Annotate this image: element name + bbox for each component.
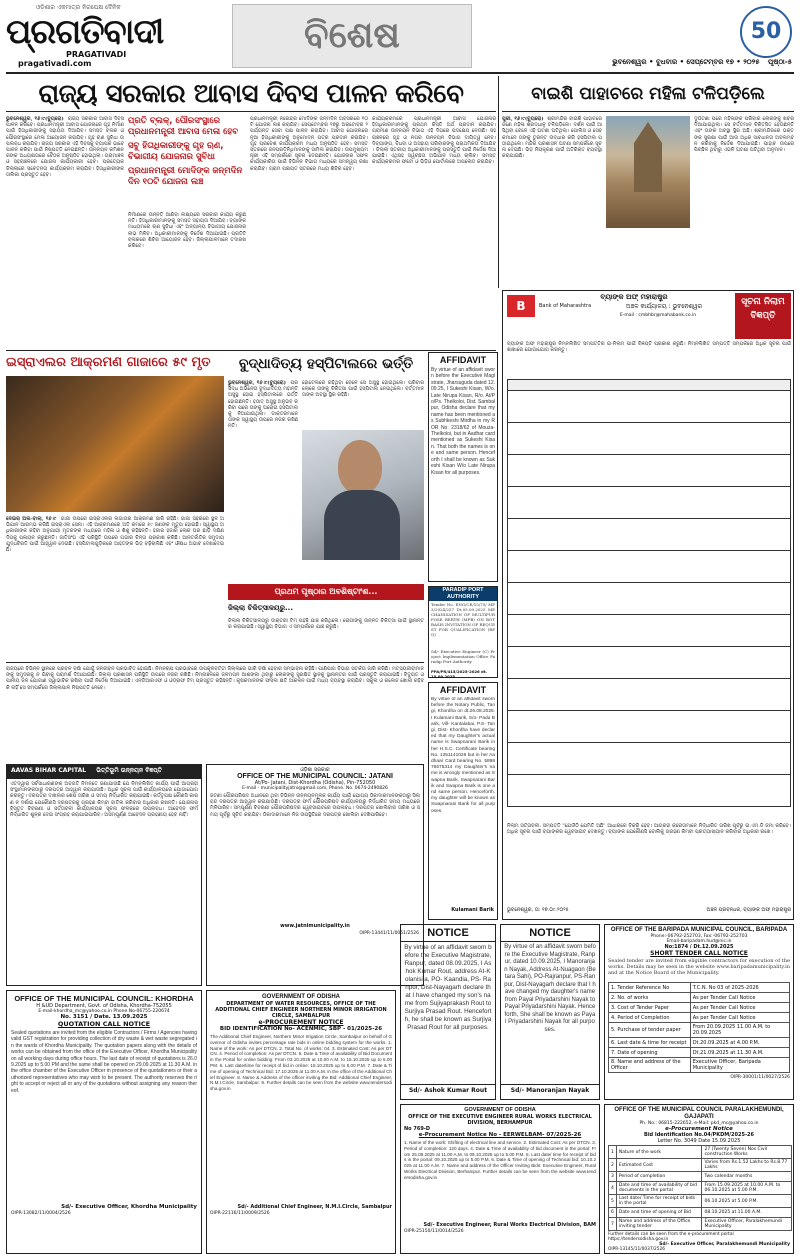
baripada-oipr: OIPR-30001/11/0027/2526 xyxy=(730,1075,790,1080)
khordha-signature: Sd/- Executive Officer, Khordha Municipality xyxy=(61,1204,197,1210)
notice-2-title: NOTICE xyxy=(501,925,599,942)
lead-headline: ରାଜ୍ୟ ସରକାର ଆବାସ ଦିବସ ପାଳନ କରିବେ xyxy=(38,79,464,109)
khordha-oipr: OIPR-13082/11/0004/2526 xyxy=(11,1211,71,1216)
lead-dateline: ଭୁବନେଶ୍ୱର, ୧୬।୯(ବ୍ୟୁରୋ) xyxy=(6,116,64,122)
port-signature: Sd/- Executive Engineer (C) Project Implementation Office Paradip Port Authority xyxy=(431,649,495,664)
date-line: ଭୁବନେଶ୍ୱର • ବୁଧବାର • ସେପ୍ଟେମ୍ବର ୧୭ • ୨୦୨୫ ପୃଷ୍ଠା-୫ xyxy=(612,58,792,66)
rural-notice: GOVERNMENT OF ODISHA OFFICE OF THE EXECUTIVE ENGINEER RURAL WORKS ELECTRICAL DIVISION, BERHAMPUR No 769-D e-Procurement Notice No - EERWELBAM- 07/2025-26 1. Name of the work: Shifting of electrical line and service. 2. Estimated Cost: As per DTCN. 3. Period of completion: 120 days. 4. Date & Time of availability of bid document in the portal: From 25.09.2025 at 11.00 A.M. to 09.10.2025 up to 5.00 P.M. 5. Last date/ time for receipt of bids in the portal: 09.10.2025 up to 5.00 P.M. 6. Date & Time of opening of Technical bid: 10.10.2025 at 11.00 A.M. 7. Name and address of the Officer Inviting Bids: Executive Engineer, Rural Works Electrical Division, Berhampur. Further details can be seen from the website www.tendersodisha.gov.in Sd/- Executive Engineer, Rural Works Electrical Division, BAM OIPR-25150/11/0014/2526 xyxy=(400,1104,600,1254)
mid-story: ରାଜ୍ୟରେ ବିଭିନ୍ନ ସ୍ଥାନରେ ପ୍ରବଳ ବର୍ଷା ଯୋଗୁଁ ଜନଜୀବନ ପ୍ରଭାବିତ ହୋଇଛି। ନିମ୍ନଚାପ ପ୍ରଭାବରେ ଉପକୂଳବର୍ତ୍ତୀ ଜିଲ୍ଲାରେ ଭାରି ବର୍ଷା ହେବାର ସମ୍ଭାବନା ରହିଛି। ପାଣିପାଗ ବିଭାଗ ସତର୍କତା ଜାରି କରିଛି। ମତ୍ସ୍ୟଜୀବୀମାନଙ୍କୁ ସମୁଦ୍ରକୁ ନ ଯିବାକୁ ପରାମର୍ଶ ଦିଆଯାଇଛି। ଜିଲ୍ଲା ପ୍ରଶାସନ ପରିସ୍ଥିତି ଉପରେ ନଜର ରଖିଛି। ନିମ୍ନାଞ୍ଚଳରେ ଜଳମଗ୍ନ ଆଶଙ୍କା ଥିବାରୁ ଲୋକଙ୍କୁ ସୁରକ୍ଷିତ ସ୍ଥାନକୁ ସ୍ଥାନାନ୍ତର ପାଇଁ ପ୍ରସ୍ତୁତି କରାଯାଇଛି। ବିଦ୍ୟୁତ ଓ ପାନୀୟ ଜଳ ଯୋଗାଣ ସ୍ୱାଭାବିକ ରଖିବା ପାଇଁ ନିର୍ଦ୍ଦେଶ ଦିଆଯାଇଛି। ଏନଡିଆରଏଫ ଓ ଓଡ୍ରାଫ ଟିମ୍ ପ୍ରସ୍ତୁତ ରହିଛନ୍ତି। କୃଷକମାନଙ୍କ ଫସଲ କ୍ଷତି ଆକଳନ ପାଇଁ ମଧ୍ୟ ବ୍ୟବସ୍ଥା କରାଯିବ। ସ୍କୁଲ ଓ କଲେଜ ଖୋଲା ରହିବ କି ନାହିଁ ସେ ସମ୍ପର୍କରେ ଜିଲ୍ଲାପାଳ ନିଷ୍ପତ୍ତି ନେବେ। xyxy=(6,666,424,691)
bank-notice: B ବ୍ୟାଙ୍କ ଅଫ୍ ମହାରାଷ୍ଟ୍ର Bank of Maharashtra ଅଞ୍ଚଳ କାର୍ଯ୍ୟାଳୟ : ଭୁବନେଶ୍ୱର E-mail : cmbhbr@mahabank.co.in ସୂଚନା ନିଲାମ ବିଜ୍ଞପ୍ତି ବ୍ୟାଙ୍କ ଅଫ୍ ମହାରାଷ୍ଟ୍ର ନିମ୍ନଲିଖିତ ସମ୍ପତ୍ତିର ଇ-ନିଲାମ ପାଇଁ ବିଜ୍ଞପ୍ତି ପ୍ରକାଶ କରୁଛି। ନିମ୍ନଲିଖିତ ସମ୍ପତ୍ତି ସମ୍ପର୍କରେ ଅଧିକ ସୂଚନା ପାଇଁ ଶାଖାରେ ଯୋଗାଯୋଗ କରନ୍ତୁ। ନିଲାମ ସର୍ତ୍ତାବଳୀ: ସମ୍ପତ୍ତି "ଯେଉଁଠି ଯେମିତି ଅଛି" ଆଧାରରେ ବିକ୍ରି ହେବ। ଆଗ୍ରହୀ କ୍ରେତାମାନେ ନିର୍ଦ୍ଧାରିତ ତାରିଖ ପୂର୍ବରୁ ଇ.ଏମ.ଡି ଜମା କରିବେ। ଅଧିକ ସୂଚନା ପାଇଁ ବ୍ୟାଙ୍କର ୱେବସାଇଟ୍ ଦେଖନ୍ତୁ। ବ୍ୟାଙ୍କ ଯେକୌଣସି ବୋଲିକୁ ଗ୍ରହଣ କିମ୍ବା ପ୍ରତ୍ୟାଖ୍ୟାନ କରିବାର ଅଧିକାର ରଖେ। ଭୁବନେଶ୍ୱର, ତା: ୧୭.୦୯.୨୦୨୫ ଅଞ୍ଚଳ ପ୍ରବନ୍ଧକ, ବ୍ୟାଙ୍କ ଅଫ୍ ମହାରାଷ୍ଟ୍ର xyxy=(502,290,794,920)
hospital-column-2: ହୋଟେଲରେ ରହିଥିବା ବେଳେ ସେ ଅସୁସ୍ଥ ହୋଇଥିଲେ। ପରିବାର ଲୋକେ ତାଙ୍କୁ ଚିକିତ୍ସା ପାଇଁ ହସ୍ପିଟାଲ ନେଇଥିଲେ। ବର୍ତ୍ତମାନ ତାଙ୍କ ଅବସ୍ଥା ସ୍ଥିର ରହିଛି। xyxy=(302,380,424,399)
pkd-phone: Ph. No.: 06815-222652, e-Mail: pkd_mc@yahoo.co.in xyxy=(639,1121,759,1126)
port-title: PARADIP PORT AUTHORITY xyxy=(429,587,497,601)
water-bid: BID IDENTIFICATION No- ACENMIC, SBP - 01/2025-26 xyxy=(219,1026,383,1032)
affidavit-2 xyxy=(428,682,498,920)
story2-column-2: ଦୁର୍ଘଟଣା ପରେ ମହିଳାଙ୍କ ପରିବାର ଲୋକଙ୍କୁ ଖବର ଦିଆଯାଇଥିଲା। ସେ ବର୍ତ୍ତମାନ ଚିକିତ୍ସିତ ହେଉଛନ୍ତି ଏବଂ ତାଙ୍କ ଅବସ୍ଥା ସ୍ଥିର ଅଛି। ଶ୍ରୀମନ୍ଦିରରେ ଭକ୍ତଙ୍କ ସୁରକ୍ଷା ପାଇଁ ଆଉ ଅଧିକ ସାବଧାନତା ଅବଲମ୍ବନ କରିବାକୁ ନିର୍ଦ୍ଦେଶ ଦିଆଯାଇଛି। ପାହାଚ ଉପରେ ପିଚ୍ଛିଳ ଥିବାରୁ ଏଭଳି ଘଟଣା ଘଟିଥିବା ଅନୁମାନ। xyxy=(694,116,794,154)
continued-body: ଜିଲ୍ଲା ଚିକିତ୍ସାଳୟରୁ ଡାକ୍ତରୀ ଟିମ୍ ପହଞ୍ଚି ଯାଞ୍ଚ କରିଥିଲେ। ରୋଗୀଙ୍କୁ ଉନ୍ନତ ଚିକିତ୍ସା ପାଇଁ ସ୍ଥାନାନ୍ତର କରାଯାଇଛି। ସ୍ୱାସ୍ଥ୍ୟ ବିଭାଗ ଏ ସମ୍ପର୍କରେ ଯାଞ୍ଚ କରୁଛି। xyxy=(228,618,424,631)
water-title: GOVERNMENT OF ODISHA xyxy=(261,994,340,1000)
khordha-address: H &UD Department, Govt. of Odisha, Khordha-752055 xyxy=(36,1003,172,1009)
water-oipr: OIPR-22116/11/0009/2526 xyxy=(210,1211,270,1216)
rural-ref: No 769-D xyxy=(404,1126,431,1132)
capital-name: AAVAS BIHAR CAPITAL xyxy=(11,767,87,774)
baripada-table: 1. Tender Reference No T.C.N. No 03 of 2025-2026 2. No. of works As per Tender Call Notice 3. Cost of Tender Paper As per Tender Call Notice 4. Period of Completion As per Tender Call Notice 5. Purchase of tender paper From 20.09.2025 11.00 A.M. to 20.09.2025 6. Last date & time for receipt Dt.20.09.2025 at 4.00 P.M. 7. Date of opening Dt.21.09.2025 at 11.30 A.M. 8. Name and address of the Officer Executive Officer, Baripada Municipality xyxy=(608,982,790,1073)
baripada-title: OFFICE OF THE BARIPADA MUNICIPAL COUNCIL, BARIPADA xyxy=(610,927,788,933)
lead-column-1: ଭୁବନେଶ୍ୱର, ୧୬।୯(ବ୍ୟୁରୋ) ରାଜ୍ୟ ସରକାର ଆବାସ ଦିବସ ପାଳନ କରିବେ। ପ୍ରଧାନମନ୍ତ୍ରୀ ଆବାସ ଯୋଜନାରେ ଗୃହ ନିର୍ମାଣ ପାଇଁ ହିତାଧିକାରୀଙ୍କୁ ସହାୟତା ଦିଆଯିବ। ସମସ୍ତ ବ୍ଲକ ଓ ପୌରସଂସ୍ଥାରେ ମେଳା ଆୟୋଜନ କରାଯିବ। ଗୃହ ଋଣ ସୁବିଧା ଉପଲବ୍ଧ କରାଯିବ। ରାଜ୍ୟ ସରକାର ଏହି ଦିବସକୁ ବ୍ୟାପକ ଭାବେ ପାଳନ କରିବା ପାଇଁ ନିଷ୍ପତ୍ତି ନେଇଛନ୍ତି। ଉନ୍ନୟନ କମିଶନରଙ୍କ ଅଧ୍ୟକ୍ଷତାରେ ବୈଠକ ଅନୁଷ୍ଠିତ ହୋଇଥିଲା। ଗ୍ରାମାଞ୍ଚଳ ଓ ସହରାଞ୍ଚଳରେ ଯୋଜନା କାର୍ଯ୍ୟକାରୀ ହେବ। ପ୍ରତ୍ୟେକ ଜିଲ୍ଲାରେ ସଚେତନତା କାର୍ଯ୍ୟକ୍ରମ କରାଯିବ। ହିତାଧିକାରୀଙ୍କ ତାଲିକା ପ୍ରସ୍ତୁତ ହେବ। xyxy=(6,116,124,178)
lead-column-2: ନିର୍ମାଣରେ ଉନ୍ନତି ଆଣିବା ଲକ୍ଷ୍ୟରେ ସରକାର କାର୍ଯ୍ୟ କରୁଛନ୍ତି। ହିତାଧିକାରୀମାନଙ୍କୁ ସମସ୍ତ ସହାୟତା ଦିଆଯିବ। ବ୍ୟାଙ୍କ ମାଧ୍ୟମରେ ଋଣ ସୁବିଧା ଏବଂ ଅନ୍ୟାନ୍ୟ ବିଭାଗୀୟ ଯୋଜନାର ଲାଭ ମିଳିବ। ଅଧିକାରୀମାନଙ୍କୁ ନିର୍ଦ୍ଦେଶ ଦିଆଯାଇଛି। ପ୍ରତିଟି ବ୍ଲକରେ ଶିବିର ଆୟୋଜନ ହେବ। ଜିଲ୍ଲାପାଳମାନେ ତଦାରଖ କରିବେ। xyxy=(128,212,246,250)
pkd-table: 1 Nature of the work 27 (Twenty Seven) Nos Civil construction Works 2 Estimated Cost Varies from Rs.1.52 Lakhs to Rs.8.77 Lakhs 3 Period of completion Two calendar months 4 Date and time of availability of bid documents in the portal From 15.09.2025 at 10.00 A.M. to 06.10.2025 at 5.00 P.M. 5 Last date/ Time for receipt of bids in the portal 06.10.2025 at 5.00 P.M. 6 Date and time of opening of Bid 08.10.2025 at 11.00 A.M. 7 Name and address of the Office inviting tender Executive Officer, Paralakhemundi Municipality xyxy=(608,1145,792,1231)
actor-photo xyxy=(302,430,424,560)
affidavit-2-title: AFFIDAVIT xyxy=(439,685,487,695)
notice-1-body: By virtue of an affidavit sworn before the Executive Magistrate, Ranpur, dated 08.09.2025, I Ashok Kumar Rout, address At-Kolanisila, PO- Kaandia, PS- Ranpur, Dist-Nayagarh declare that I have changed my son's name from Sujiyaprakash Rout to Surjiya Prasad Rout. Henceforth, he shall be known as Surjiya Prasad Rout for all purposes. xyxy=(404,944,492,1031)
gaza-body: ଦେଇର୍ ଅଲ-ବାଲା, ୧୬।୯ ଗାଜା ଉପରେ ଇସ୍ରାଏଲର ଲଗାତାର ଆକ୍ରମଣ ଜାରି ରହିଛି। ଗାଜା ସହରରେ ସ୍ଥଳ ଅଭିଯାନ ଆରମ୍ଭ କରିଛି ଇସ୍ରାଏଲ ସେନା। ଏହି ଆକ୍ରମଣରେ ଅତି କମରେ ୫୯ ଜଣଙ୍କ ମୃତ୍ୟୁ ହୋଇଛି। ସ୍ୱାସ୍ଥ୍ୟ ଅଧିକାରୀଙ୍କ କହିବା ଅନୁଯାୟୀ ମୃତକଙ୍କ ମଧ୍ୟରେ ମହିଳା ଓ ଶିଶୁ ରହିଛନ୍ତି। ହଜାର ହଜାର ଲୋକ ଘର ଛାଡ଼ି ଦକ୍ଷିଣ ଦିଗକୁ ପଳାୟନ କରୁଛନ୍ତି। ଜାତିସଂଘ ଏହି ପରିସ୍ଥିତି ଉପରେ ଗଭୀର ଚିନ୍ତା ପ୍ରକାଶ କରିଛି। ଆନ୍ତର୍ଜାତିକ ସମୁଦାୟ ଯୁଦ୍ଧବିରତି ପାଇଁ ଆହ୍ୱାନ ଦେଇଛି। ହସ୍ପିଟାଲଗୁଡ଼ିକରେ ଆହତଙ୍କ ଭିଡ଼ ବଢ଼ିଚାଲିଛି ଏବଂ ଔଷଧ ଅଭାବ ଦେଖାଦେଇଛି। xyxy=(6,516,224,554)
story2-headline-box xyxy=(502,76,794,112)
notice-2-body: By virtue of an affidavit sworn before the Executive Magistrate, Ranpur, dated 10.09.2025, I Manoranjan Nayak, Address At-Nuagaon (Betara Sahi), PO-Rajranpur, PS-Ranpur, Dist-Nayagarh declare that I have changed my daughter's name from Payal Priyadarshini Nayak to Payal Priyadarshini Nayak. Henceforth, She shall be known as Payal Priyadarshini Nayak for all purposes. xyxy=(504,944,596,1033)
notice-1-signature: Sd/- Ashok Kumar Rout xyxy=(401,1084,495,1097)
auction-table xyxy=(507,379,791,819)
hospital-dateline: ଭୁବନେଶ୍ୱର, ୧୬।୯(ବ୍ୟୁରୋ) xyxy=(228,380,286,386)
pkd-bid: Bid Identification No.04/PKDM/2025-26 xyxy=(644,1132,754,1138)
gaza-dateline: ଦେଇର୍ ଅଲ-ବାଲା, ୧୬।୯ xyxy=(6,516,57,522)
pkd-signature: Sd/- Executive Officer, Paralakhemundi Municipality xyxy=(659,1242,790,1247)
jatani-address: At/Po- Jatani, Dist-Khordha (Odisha), Pin-752050 xyxy=(254,780,376,786)
baripada-notice: OFFICE OF THE BARIPADA MUNICIPAL COUNCIL, BARIPADA Phone:-06792-252703, Fax:-06792-252703 Email-baripadam.hud@nic.in No:1874 / Dt.12.09.2025 SHORT TENDER CALL NOTICE Sealed tender are invited from eligible contractors for execution of the works. Details may be seen in the website www.baripadamunicipality.in and at the Notice Board of the Municipality. 1. Tender Reference No T.C.N. No 03 of 2025-2026 2. No. of works As per Tender Call Notice 3. Cost of Tender Paper As per Tender Call Notice 4. Period of Completion As per Tender Call Notice 5. Purchase of tender paper From 20.09.2025 11.00 A.M. to 20.09.2025 6. Last date & time for receipt Dt.20.09.2025 at 4.00 P.M. 7. Date of opening Dt.21.09.2025 at 11.30 A.M. 8. Name and address of the Officer Executive Officer, Baripada Municipality OIPR-30001/11/0027/2526 xyxy=(604,924,794,1100)
newspaper-name: ପ୍ରଗତିବାଦୀ xyxy=(6,12,164,52)
khordha-sub: QUOTATION CALL NOTICE xyxy=(57,1020,151,1028)
capital-note: ଭିତ୍ତିଭୂମି ଉନ୍ନୟନ ବିଜ୍ଞପ୍ତି xyxy=(96,767,162,774)
auction-badge: ସୂଚନା ନିଲାମ ବିଜ୍ଞପ୍ତି xyxy=(735,293,791,339)
affidavit-1-body: By virtue of an affidavit sworn before the Executive Magistrate, Jharsuguda dated 12.09.25, I Sukeshi Kisan, W/o. Late Nirupa Kisan, R/o. At/Po/Ps. Thelkoloi, Dist. Sambalpur, Odisha declare that my name has been mentioned as Subhkeshi Mirdha in my ROR No. 2318/62 of Mouza- Thelkoloi, but in Aadhar card mentioned as Sukeshi Kisan. That both the names is one and same person. Henceforth I shall be known as Sukeshi Kisan W/o Late Nirupa Kisan for all purposes. xyxy=(431,367,495,476)
paradip-port-notice xyxy=(428,586,498,678)
hospital-headline-box xyxy=(228,352,424,376)
hospital-subhead: ଜିଲ୍ଲା ଚିକିତ୍ସାଳୟରୁ... xyxy=(228,604,293,612)
rural-title: GOVERNMENT OF ODISHA xyxy=(464,1107,536,1113)
jatani-email: E-mail - municipalityjatni@gmail.com, Phone. No. 0674-2490826 xyxy=(242,786,388,791)
port-ref: PPA/PR/415/2025-2026 dt. 15.09.2025 xyxy=(431,669,487,679)
section-title: ବିଶେଷ xyxy=(304,14,400,56)
bullet-2: ସବୁ ହିତାଧିକାରୀଙ୍କୁ ଗୃହ ଋଣ, ବିଭାଗୀୟ ଯୋଜନାର ସୁବିଧା xyxy=(128,141,224,162)
lead-column-3: ପ୍ରଧାନମନ୍ତ୍ରୀ ନରେନ୍ଦ୍ର ମୋଦିଙ୍କ ଜନ୍ମଦିନ ଅବସରରେ ୧୦ଟି ଯୋଜନା ଲଞ୍ଚ କରାଯିବ। ସେପ୍ଟେମ୍ବର ୧୭ରୁ ଅକ୍ଟୋବର ୨ ପର୍ଯ୍ୟନ୍ତ ସେବା ପକ୍ଷ ପାଳନ କରାଯିବ। ଆବାସ ଯୋଜନାରେ ନୂଆ ହିତାଧିକାରୀଙ୍କୁ ଅନୁମୋଦନ ପତ୍ର ପ୍ରଦାନ କରାଯିବ। ଗୃହ ପ୍ରବେଶ କାର୍ଯ୍ୟକ୍ରମ ମଧ୍ୟ ଅନୁଷ୍ଠିତ ହେବ। ସମସ୍ତ ସ୍ତରରେ ଜନପ୍ରତିନିଧିମାନଙ୍କୁ ସାମିଲ କରାଯିବ। ଉପମୁଖ୍ୟମନ୍ତ୍ରୀ ଏହି ସମ୍ପର୍କରେ ସୂଚନା ଦେଇଛନ୍ତି। ଯୋଜନାର ସଫଳ କାର୍ଯ୍ୟକାରିତା ପାଇଁ ବିଭିନ୍ନ ବିଭାଗ ମଧ୍ୟରେ ସମନ୍ୱୟ ରକ୍ଷା କରାଯିବ। ଗ୍ରାମ ପଞ୍ଚାୟତ ସ୍ତରରେ ମଧ୍ୟ ଶିବିର ହେବ। xyxy=(250,116,368,172)
pkd-oipr: OIPR-13145/11/0037/2526 xyxy=(608,1247,665,1252)
notice-2-signature: Sd/- Manoranjan Nayak xyxy=(501,1084,599,1097)
notice-2 xyxy=(500,924,600,1100)
khordha-title: OFFICE OF THE MUNICIPAL COUNCIL: KHORDHA xyxy=(14,994,194,1003)
bullet-1: ପ୍ରତି ବ୍ଲକ୍, ପୌରସଂସ୍ଥାରେ ପ୍ରଧାନମନ୍ତ୍ରୀ ଆବାସ ମେଳା ହେବ xyxy=(128,116,239,137)
gaza-headline-box xyxy=(6,352,224,374)
bank-name-en: Bank of Maharashtra xyxy=(539,303,592,309)
bank-footer-date: ଭୁବନେଶ୍ୱର, ତା: ୧୭.୦୯.୨୦୨୫ xyxy=(507,907,569,913)
pkd-sub: e-Procurement Notice xyxy=(665,1126,733,1132)
khordha-ref: No. 3151 / Date. 13.09.2025 xyxy=(60,1014,148,1020)
affidavit-2-signature: Kulamani Barik xyxy=(451,907,494,913)
bank-office: ଅଞ୍ଚଳ କାର୍ଯ୍ୟାଳୟ : ଭୁବନେଶ୍ୱର xyxy=(625,303,703,310)
hospital-column-1: ଭୁବନେଶ୍ୱର, ୧୬।୯(ବ୍ୟୁରୋ) ପ୍ରସିଦ୍ଧ ଅଭିନେତା ବୁଦ୍ଧାଦିତ୍ୟ ମହାନ୍ତି ଅସୁସ୍ଥ ହୋଇ ହସ୍ପିଟାଲରେ ଭର୍ତ୍ତି ହୋଇଛନ୍ତି। ହଠାତ୍ ଅସୁସ୍ଥ ଅନୁଭବ କରିବା ପରେ ତାଙ୍କୁ ଘରୋଇ ହସ୍ପିଟାଲକୁ ନିଆଯାଇଥିଲା। ଡାକ୍ତରମାନେ ତାଙ୍କ ସ୍ୱାସ୍ଥ୍ୟ ଉପରେ ନଜର ରଖିଛନ୍ତି। xyxy=(228,380,298,430)
hospital-headline: ବୁଦ୍ଧାଦିତ୍ୟ ହସ୍ପିଟାଲରେ ଭର୍ତ୍ତି xyxy=(238,356,414,372)
bank-logo-icon: B xyxy=(507,295,535,317)
gaza-headline: ଇସ୍ରାଏଲର ଆକ୍ରମଣ ଗାଜାରେ ୫୯ ମୃତ xyxy=(6,355,211,370)
water-signature: Sd/- Additional Chief Engineer, N.M.I.Circle, Sambalpur xyxy=(237,1204,392,1210)
lead-column-4: କାର୍ଯ୍ୟକ୍ରମରେ ପ୍ରଧାନମନ୍ତ୍ରୀ ଆବାସ ଯୋଜନାର ହିତାଧିକାରୀମାନଙ୍କୁ ପ୍ରଥମ କିସ୍ତି ଅର୍ଥ ପ୍ରଦାନ କରାଯିବ। ଗ୍ରାମୀଣ ଉନ୍ନୟନ ବିଭାଗ ଏହି ଦିଗରେ ପଦକ୍ଷେପ ନେଉଛି। ସହରାଞ୍ଚଳରେ ଗୃହ ଓ ନଗର ଉନ୍ନୟନ ବିଭାଗ ଦାୟିତ୍ୱ ନେବ। ଦିବ୍ୟାଙ୍ଗ, ବିଧବା ଓ ଅସହାୟ ପରିବାରଙ୍କୁ ପ୍ରାଥମିକତା ଦିଆଯିବ। ଜିଲ୍ଲା ସ୍ତରୀୟ ଅଧିକାରୀମାନଙ୍କୁ ପ୍ରସ୍ତୁତି ପାଇଁ ନିର୍ଦ୍ଦେଶ ଦିଆଯାଇଛି। ଏଥିସହ ସ୍ୱଚ୍ଛତା ଅଭିଯାନ ମଧ୍ୟ ଚାଲିବ। ସମସ୍ତ କାର୍ଯ୍ୟକ୍ରମର ଫଟୋ ଓ ଭିଡ଼ିଓ ପୋର୍ଟାଲରେ ଅପଲୋଡ କରାଯିବ। xyxy=(372,116,496,166)
bank-signer: ଅଞ୍ଚଳ ପ୍ରବନ୍ଧକ, ବ୍ୟାଙ୍କ ଅଫ୍ ମହାରାଷ୍ଟ୍ର xyxy=(706,907,791,913)
affidavit-1 xyxy=(428,352,498,582)
notice-1 xyxy=(400,924,496,1100)
newspaper-name-latin: PRAGATIVADI xyxy=(66,50,127,59)
rural-signature: Sd/- Executive Engineer, Rural Works Electrical Division, BAM xyxy=(423,1222,596,1228)
pkd-title: OFFICE OF THE MUNICIPAL COUNCIL PARALAKHEMUNDI, GAJAPATI xyxy=(614,1107,784,1120)
pkd-footer: Further details can be seen from the e-procurement portal https://tendersodisha.gov.in xyxy=(608,1232,734,1242)
jatani-web[interactable]: www.jatnimunicipality.in xyxy=(280,923,350,929)
continued-banner: ପ୍ରଥମ ପୃଷ୍ଠାର ଅବଶିଷ୍ଟାଂଶ... xyxy=(228,584,424,600)
gaza-photo xyxy=(6,376,224,512)
story2-headline: ବାଇଶି ପାହାଚରେ ମହିଳା ଟଳିପଡ଼ିଲେ xyxy=(531,84,765,104)
lead-headline-box xyxy=(6,76,496,112)
masthead-logo xyxy=(6,4,206,68)
baripada-ref: No:1874 / Dt.12.09.2025 xyxy=(664,944,734,950)
jatani-notice: ଓଡ଼ିଶା ସରକାର OFFICE OF THE MUNICIPAL COUNCIL: JATANI At/Po- Jatani, Dist-Khordha (Odisha), Pin-752050 E-mail - municipalityjatni@gmail.com, Phone. No. 0674-2490826 ଜଟଣୀ ପୌରପରିଷଦ ଅଧୀନରେ ଥିବା ବିଭିନ୍ନ ଉନ୍ନୟନମୂଳକ କାର୍ଯ୍ୟ ପାଇଁ ଯୋଗ୍ୟ ଠିକାଦାରମାନଙ୍କଠାରୁ ସିଲ୍ ବନ୍ଦ ଦରପତ୍ର ଆହ୍ୱାନ କରାଯାଉଛି। ଦରପତ୍ର ଫର୍ମ ପୌରପରିଷଦ କାର୍ଯ୍ୟାଳୟରୁ ନିର୍ଦ୍ଧାରିତ ସମୟ ମଧ୍ୟରେ ମିଳିପାରିବ। ସମ୍ପୂର୍ଣ୍ଣ ବିବରଣୀ ପୌରପରିଷଦର ୱେବସାଇଟରେ ଉପଲବ୍ଧ। ଦରପତ୍ର ଖୋଲିବାର ତାରିଖ ଓ ସମୟ ପୂର୍ବରୁ ସୂଚିତ କରାଯିବ। ଠିକାଦାରମାନେ ନିଜ ଉପସ୍ଥିତିରେ ଦରପତ୍ର ଖୋଲିବା ଦେଖିପାରିବେ। www.jatnimunicipality.in OIPR-13441/11/0051/2526 xyxy=(206,764,424,986)
jatani-oipr: OIPR-13441/11/0051/2526 xyxy=(359,931,419,936)
bullet-3: ପ୍ରଧାନମନ୍ତ୍ରୀ ମୋଦିଙ୍କ ଜନ୍ମଦିନ ଦିନ ୧୦ଟି ଯୋଜନା ଲଞ୍ଚ xyxy=(128,166,243,187)
bank-name: ବ୍ୟାଙ୍କ ଅଫ୍ ମହାରାଷ୍ଟ୍ର xyxy=(600,293,668,301)
rural-office: OFFICE OF THE EXECUTIVE ENGINEER RURAL WORKS ELECTRICAL DIVISION, BERHAMPUR xyxy=(408,1114,592,1126)
rural-sub: e-Procurement Notice No - EERWELBAM- 07/2025-26 xyxy=(418,1132,582,1138)
bank-email: E-mail : cmbhbr@mahabank.co.in xyxy=(619,313,697,318)
temple-shape xyxy=(634,122,662,192)
story2-dateline: ପୁରୀ, ୧୬।୯(ବ୍ୟୁରୋ) xyxy=(502,116,544,122)
website: pragativadi.com xyxy=(18,59,92,68)
rural-oipr: OIPR-25150/11/0014/2526 xyxy=(404,1229,464,1234)
page-number: ପୃଷ୍ଠା-୫ xyxy=(768,58,792,66)
pkd-ref: Letter No. 3049 Date 15.09.2025 xyxy=(657,1138,741,1144)
temple-photo xyxy=(606,116,690,228)
lead-bullets xyxy=(128,116,246,208)
section-banner xyxy=(232,4,472,68)
story2-column-1: ପୁରୀ, ୧୬।୯(ବ୍ୟୁରୋ) ଶ୍ରୀମନ୍ଦିର ବାଇଶି ପାହାଚରେ ଜଣେ ମହିଳା ଶ୍ରଦ୍ଧାଳୁ ଟଳିପଡ଼ିଲେ। ଦର୍ଶନ ପାଇଁ ଆସିଥିବା ବେଳେ ଏହି ଘଟଣା ଘଟିଥିଲା। ପୋଲିସ ଓ ସେବକମାନେ ତାଙ୍କୁ ତୁରନ୍ତ ଉଦ୍ଧାର କରି ହସ୍ପିଟାଲ ପଠାଇଥିଲେ। ମନ୍ଦିର ପ୍ରଶାସନ ଘଟଣା ସମ୍ପର୍କରେ ସୂଚନା ଦେଇଛି। ଭିଡ଼ ନିୟନ୍ତ୍ରଣ ପାଇଁ ଅତିରିକ୍ତ ବ୍ୟବସ୍ଥା କରାଯାଇଛି। xyxy=(502,116,602,160)
capital-notice: AAVAS BIHAR CAPITAL ଭିତ୍ତିଭୂମି ଉନ୍ନୟନ ବିଜ୍ଞପ୍ତି ଏତଦ୍ୱାରା ସର୍ବସାଧାରଣଙ୍କ ଅବଗତି ନିମନ୍ତେ ଜଣାଯାଉଛି ଯେ ନିମ୍ନଲିଖିତ କାର୍ଯ୍ୟ ପାଇଁ ଆଗ୍ରହୀ ସଂସ୍ଥାମାନଙ୍କଠାରୁ ଦରପତ୍ର ଆହ୍ୱାନ କରାଯାଉଛି। ଅଧିକ ସୂଚନା ପାଇଁ କାର୍ଯ୍ୟାଳୟରେ ଯୋଗାଯୋଗ କରନ୍ତୁ। ଦରପତ୍ର ଦାଖଲର ଶେଷ ତାରିଖ ଓ ସମୟ ନିର୍ଦ୍ଧାରିତ କରାଯାଇଛି। କର୍ତ୍ତୃପକ୍ଷ କୌଣସି କାରଣ ନ ଦର୍ଶାଇ ଯେକୌଣସି ଦରପତ୍ରକୁ ଗ୍ରହଣ କିମ୍ବା ବାତିଲ କରିବାର ଅଧିକାର ରଖନ୍ତି। ଯୋଜନାର ବିସ୍ତୃତ ବିବରଣୀ ଓ ସର୍ତ୍ତାବଳୀ କାର୍ଯ୍ୟାଳୟର ସୂଚନା ଫଳକରେ ଉପଲବ୍ଧ। ଆବେଦନ ଫର୍ମ ନିର୍ଦ୍ଧାରିତ ଶୁଳ୍କ ଦେଇ ସଂଗ୍ରହ କରାଯାଇପାରିବ। ଅସମ୍ପୂର୍ଣ୍ଣ ଆବେଦନ ଗ୍ରହଣୀୟ ହେବ ନାହିଁ। xyxy=(6,764,202,986)
water-sub: e-PROCUREMENT NOTICE xyxy=(258,1019,344,1026)
masthead-tagline: ଓଡ଼ିଶାର ଏକମାତ୍ର ନିରପେକ୍ଷ ଦୈନିକ xyxy=(36,4,121,11)
affidavit-1-title: AFFIDAVIT xyxy=(439,355,487,365)
water-notice: GOVERNMENT OF ODISHA DEPARTMENT OF WATER RESOURCES, OFFICE OF THE ADDITIONAL CHIEF ENGINEER NORTHERN MINOR IRRIGATION CIRCLE, SAMBALPUR e-PROCUREMENT NOTICE BID IDENTIFICATION No- ACENMIC, SBP - 01/2025-26 The Additional Chief Engineer, Northern Minor Irrigation Circle, Sambalpur on behalf of Governor of Odisha invites percentage rate bids in online bidding system for the works. 1. Name of the work: As per DTCN. 2. Total No. of works: 04. 3. Estimated Cost: As per DTCN. 4. Period of completion: As per DTCN. 5. Date & Time of availability of Bid Document in the Portal for online bidding: From 03.10.2025 at 10.00 A.M. to 15.10.2025 up to 5.00 PM. 6. Last date/time for receipt of bid in online: 15.10.2025 up to 5.00 P.M. 7. Date & Time of opening of Technical Bid: 17.10.2025 at 11.00 A.M. in the office of the Additional Chief Engineer. 8. Name & Address of the officer inviting the Bid: Additional Chief Engineer, N.M.I.Circle, Sambalpur. 9. Further details can be seen from the website www.tendersodisha.gov.in Sd/- Additional Chief Engineer, N.M.I.Circle, Sambalpur OIPR-22116/11/0009/2526 xyxy=(206,990,396,1254)
port-sub: Tender No. ENG/CE/15/75/ MP3/2024/257 Dt.05.09.2025 MECHANISATION OF MULTIPURPOSE BERTH (MPB) ON BOT BASIS INVITATION OF REQUEST FOR QUALIFICATION (RFQ) xyxy=(431,602,495,637)
paralakhemundi-notice xyxy=(604,1104,794,1254)
khordha-email: E-mail-khordha_mc@yahoo.co.in Phone No-06755-220674 xyxy=(38,1009,170,1014)
khordha-notice: OFFICE OF THE MUNICIPAL COUNCIL: KHORDHA H &UD Department, Govt. of Odisha, Khordha-752055 E-mail-khordha_mc@yahoo.co.in Phone No-06755-220674 No. 3151 / Date. 13.09.2025 QUOTATION CALL NOTICE Sealed quotations are invited from the eligible Contractors / Firms / Agencies having valid GST registration for providing collection of dry waste & wet waste segregated in the wards of Khordha Municipality. The quotation papers along with the details of works can be obtained from the office of the Executive Officer, Khordha Municipality on all working days during office hours. The last date of receipt of quotations is 26.09.2025 up to 5.00 PM and the same shall be opened on 29.09.2025 at 11.30 A.M. in the office chamber of the Executive Officer in presence of the quotationers or their authorized representatives who may wish to be present. The authority reserves the right to accept or reject all or any of the quotations without assigning any reason thereof. Sd/- Executive Officer, Khordha Municipality OIPR-13082/11/0004/2526 xyxy=(6,990,202,1254)
baripada-sub: SHORT TENDER CALL NOTICE xyxy=(650,950,748,957)
water-dept: DEPARTMENT OF WATER RESOURCES, OFFICE OF THE ADDITIONAL CHIEF ENGINEER NORTHERN MINOR IRRIGATION CIRCLE, SAMBALPUR xyxy=(215,1001,387,1019)
jatani-title: OFFICE OF THE MUNICIPAL COUNCIL: JATANI xyxy=(237,773,393,780)
notice-1-title: NOTICE xyxy=(401,925,495,942)
anniversary-logo: 50 xyxy=(740,6,792,58)
baripada-email: Email-baripadam.hud@nic.in xyxy=(666,939,732,944)
affidavit-2-body: By virtue of an affidavit sworn before the Notary Public, Tangi, Khordha on dt.26.08.2025. I Kulamani Barik, S/o- Padu Barik, Vill- Kantalabai, P.S- Tangi, Dist- Khordha have declared that my Daughter's actual name is Swapnarani Barik in her H.S.C. Certificate bearing No. 1251141026 but in her Aadhaar Card bearing No. 589876675314 my Daughter's name is wrongly mentioned as Swapna Barik. Swapnarani Barik and Swapna Barik is one and same person. Henceforth, my daughter will be known as Swapnarani Barik for all purposes. xyxy=(431,697,495,814)
baripada-phone: Phone:-06792-252703, Fax:-06792-252703 xyxy=(650,934,748,939)
